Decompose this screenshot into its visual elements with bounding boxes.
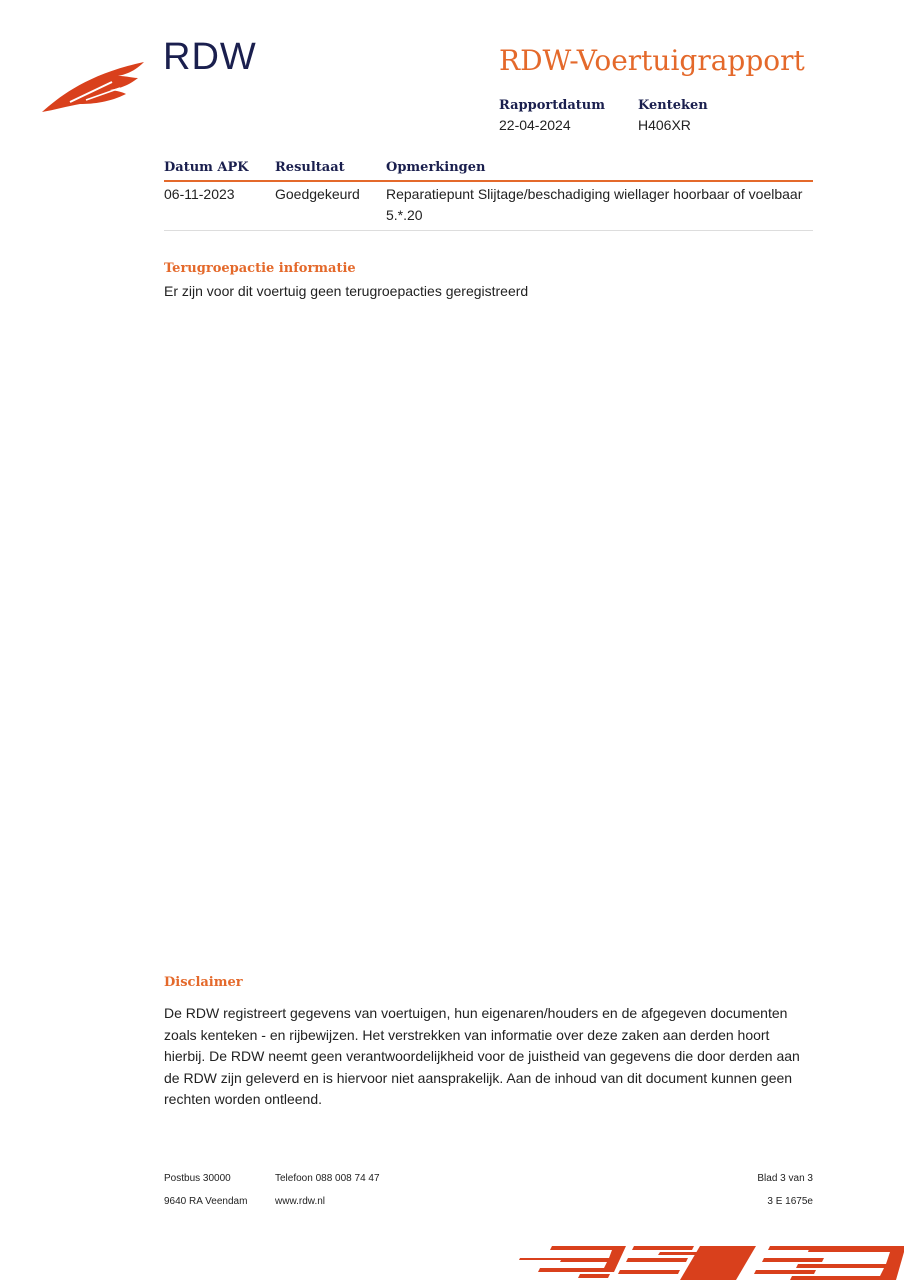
column-header-result: Resultaat bbox=[275, 160, 345, 175]
apk-remark-line: Reparatiepunt Slijtage/beschadiging wiellager hoorbaar of voelbaar bbox=[386, 186, 803, 202]
apk-remark-code: 5.*.20 bbox=[386, 207, 423, 223]
report-date-value: 22-04-2024 bbox=[499, 117, 571, 133]
report-date-label: Rapportdatum bbox=[499, 98, 605, 113]
plate-label: Kenteken bbox=[638, 98, 708, 113]
apk-remarks bbox=[386, 184, 813, 226]
plate-block bbox=[638, 98, 708, 133]
table-row bbox=[164, 182, 813, 231]
footer-page-number: Blad 3 van 3 bbox=[757, 1173, 813, 1184]
footer-address-line2: 9640 RA Veendam bbox=[164, 1196, 248, 1207]
apk-date: 06-11-2023 bbox=[164, 186, 235, 202]
brand-name: RDW bbox=[163, 36, 257, 78]
disclaimer-heading: Disclaimer bbox=[164, 975, 243, 990]
recall-text: Er zijn voor dit voertuig geen terugroepacties geregistreerd bbox=[164, 283, 529, 299]
plate-value: H406XR bbox=[638, 117, 691, 133]
footer-website: www.rdw.nl bbox=[275, 1196, 326, 1207]
footer-phone: Telefoon 088 008 74 47 bbox=[275, 1173, 380, 1184]
recall-heading: Terugroepactie informatie bbox=[164, 261, 356, 276]
report-title: RDW-Voertuigrapport bbox=[499, 44, 805, 77]
column-header-remarks: Opmerkingen bbox=[386, 160, 486, 175]
disclaimer-text: De RDW registreert gegevens van voertuigen, hun eigenaren/houders en de afgegeven documenten zoals kenteken - en rijbewijzen. Het verstrekken van informatie over deze zaken aan derden hoort hierbij. De RDW neemt geen verantwoordelijkheid voor de juistheid van gegevens die door derden aan de RDW zijn geleverd en is hiervoor niet aansprakelijk. Aan de inhoud van dit document kunnen geen rechten worden ontleend. bbox=[164, 1005, 800, 1107]
rdw-logo-icon bbox=[40, 58, 150, 116]
apk-table bbox=[164, 160, 813, 231]
column-header-date: Datum APK bbox=[164, 160, 249, 175]
footer-address-line1: Postbus 30000 bbox=[164, 1173, 231, 1184]
footer-doc-code: 3 E 1675e bbox=[767, 1196, 813, 1207]
decorative-stripes-icon bbox=[0, 1238, 904, 1280]
report-date-block bbox=[499, 98, 605, 133]
apk-table-header bbox=[164, 160, 813, 182]
apk-result: Goedgekeurd bbox=[275, 186, 360, 202]
